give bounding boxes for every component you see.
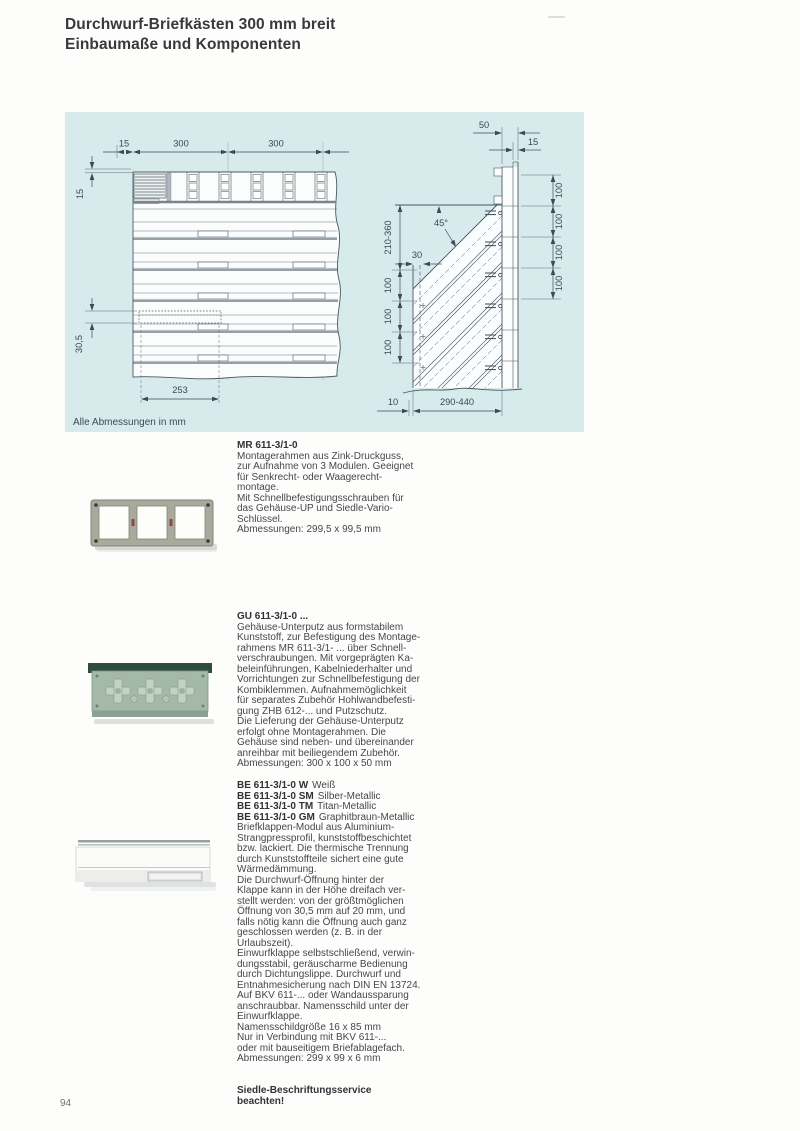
chute-area bbox=[413, 200, 502, 388]
product-line: montage. bbox=[237, 482, 279, 493]
product-line: Die Lieferung der Gehäuse-Unterputz bbox=[237, 716, 404, 727]
product-line: Briefklappen-Modul aus Aluminium- bbox=[237, 822, 395, 833]
front-left-15-dimension bbox=[75, 156, 133, 199]
dim-100-l1: 100 bbox=[383, 277, 393, 294]
product-line: Einwurfklappe. bbox=[237, 1011, 303, 1022]
product-line: Abmessungen: 299,5 x 99,5 mm bbox=[237, 524, 381, 535]
variant-finish: Silber-Metallic bbox=[317, 790, 381, 802]
section-bottom-dimensions bbox=[377, 390, 502, 416]
variant-finish: Weiß bbox=[312, 780, 336, 791]
product-line: oder mit bauseitigem Briefablagefach. bbox=[237, 1042, 405, 1054]
product-line: stellt werden: von der größtmöglichen bbox=[237, 895, 404, 907]
product-line: zur Aufnahme von 3 Modulen. Geeignet bbox=[237, 461, 414, 472]
product-code: BE 611-3/1-0 GM bbox=[237, 811, 315, 823]
dim-290-440: 290-440 bbox=[439, 397, 475, 407]
dim-30-5: 30,5 bbox=[74, 334, 84, 354]
dim-45: 45° bbox=[433, 218, 449, 228]
dim-15-left: 15 bbox=[75, 188, 85, 200]
dim-100-l2: 100 bbox=[383, 308, 393, 325]
product-line: bzw. lackiert. Die thermische Trennung bbox=[237, 843, 409, 854]
dim-30: 30 bbox=[411, 250, 423, 260]
dim-100-r2: 100 bbox=[554, 213, 564, 230]
product-line: anschraubbar. Namensschild unter der bbox=[237, 1000, 409, 1012]
labeling-service-note bbox=[237, 1085, 452, 1107]
product-line: Vorrichtungen zur Schnellbefestigung der bbox=[237, 674, 420, 685]
product-code: BE 611-3/1-0 TM bbox=[237, 801, 314, 812]
product-line: Namensschildgröße 16 x 85 mm bbox=[237, 1021, 381, 1033]
dim-100-r3: 100 bbox=[554, 244, 564, 261]
product-line: Urlaubszeit). bbox=[237, 937, 294, 949]
product-line: Strangpressprofil, kunststoffbeschichtet bbox=[237, 832, 412, 844]
product-line: Abmessungen: 299 x 99 x 6 mm bbox=[237, 1053, 381, 1064]
product-line: rahmens MR 611-3/1- ... über Schnell- bbox=[237, 642, 407, 654]
product-line: Klappe kann in der Höhe dreifach ver- bbox=[237, 885, 406, 896]
product-code: MR 611-3/1-0 bbox=[237, 440, 298, 451]
variant-finish: Graphitbraun-Metallic bbox=[318, 811, 415, 823]
page-title-line1: Durchwurf-Briefkästen 300 mm breit bbox=[65, 16, 336, 33]
product-code: GU 611-3/1-0 ... bbox=[237, 611, 309, 622]
product-line: Einwurfklappe selbstschließend, verwin- bbox=[237, 948, 415, 959]
product-line: falls nötig kann die Öffnung auch ganz bbox=[237, 916, 407, 928]
product-line: Kombiklemmen. Aufnahmemöglichkeit bbox=[237, 684, 407, 696]
product-line: für Senkrecht- oder Waagerecht- bbox=[237, 471, 383, 483]
product-line: Die Durchwurf-Öffnung hinter der bbox=[237, 874, 385, 886]
product-line: für separates Zubehör Hohlwandbefesti- bbox=[237, 695, 416, 706]
dim-100-r1: 100 bbox=[554, 182, 564, 199]
product-line: Gehäuse sind neben- und übereinander bbox=[237, 737, 414, 748]
product-line: Entnahmesicherung nach DIN EN 13724. bbox=[237, 979, 421, 991]
dim-50: 50 bbox=[478, 120, 490, 130]
dim-300-b: 300 bbox=[268, 138, 284, 149]
product-line: gung ZHB 612-... und Putzschutz. bbox=[237, 705, 388, 717]
product-line: Abmessungen: 300 x 100 x 50 mm bbox=[237, 758, 392, 769]
technical-drawing bbox=[65, 112, 584, 432]
product-line: verschraubungen. Mit vorgeprägten Ka- bbox=[237, 653, 414, 664]
product-section-mr bbox=[237, 441, 452, 536]
product-line: erfolgt ohne Montagerahmen. Die bbox=[237, 726, 386, 738]
product-line: Montagerahmen aus Zink-Druckguss, bbox=[237, 450, 404, 462]
product-section-be bbox=[237, 781, 452, 1065]
product-line: geschlossen werden (z. B. in der bbox=[237, 927, 383, 938]
dim-300-a: 300 bbox=[173, 138, 189, 149]
page-title-line2: Einbaumaße und Komponenten bbox=[65, 36, 301, 53]
product-line: durch Kunststoffteile sichert eine gute bbox=[237, 853, 404, 865]
dimensions-note: Alle Abmessungen in mm bbox=[73, 417, 186, 428]
product-line: anreihbar mit beiliegendem Zubehör. bbox=[237, 747, 400, 759]
product-line: dungsstabil, geräuscharme Bedienung bbox=[237, 958, 408, 970]
front-305-dimension bbox=[74, 298, 137, 353]
product-line: Auf BKV 611-... oder Wandaussparung bbox=[237, 990, 409, 1001]
print-mark bbox=[548, 16, 565, 18]
product-line: Mit Schnellbefestigungsschrauben für bbox=[237, 492, 404, 504]
product-line: durch Dichtungslippe. Durchwurf und bbox=[237, 969, 401, 980]
page-number: 94 bbox=[60, 1098, 72, 1109]
product-code: BE 611-3/1-0 SM bbox=[237, 790, 314, 802]
technical-drawing-panel bbox=[65, 112, 584, 432]
variant-finish: Titan-Metallic bbox=[317, 801, 377, 812]
product-line: Kunststoff, zur Befestigung des Montage- bbox=[237, 632, 421, 643]
dim-100-l3: 100 bbox=[383, 339, 393, 356]
labeling-service-line2: beachten! bbox=[237, 1096, 285, 1107]
dim-210-360: 210-360 bbox=[383, 220, 393, 255]
product-photo-flap-module bbox=[70, 834, 220, 896]
product-line: Gehäuse-Unterputz aus formstabilem bbox=[237, 621, 404, 633]
section-right-dimensions bbox=[521, 175, 564, 299]
product-line: Schlüssel. bbox=[237, 513, 283, 525]
page-title bbox=[65, 15, 335, 55]
dim-253: 253 bbox=[172, 385, 188, 395]
dim-15-top: 15 bbox=[118, 138, 130, 149]
dim-15-panel: 15 bbox=[527, 137, 539, 147]
section-angle-dimension bbox=[434, 206, 456, 247]
product-photo-housing bbox=[80, 655, 220, 730]
product-line: beleinführungen, Kabelniederhalter und bbox=[237, 663, 413, 675]
section-top-dimensions bbox=[473, 120, 541, 164]
product-section-gu bbox=[237, 612, 452, 770]
product-line: das Gehäuse-UP und Siedle-Vario- bbox=[237, 503, 393, 514]
dim-10: 10 bbox=[387, 397, 399, 407]
product-line: Wärmedämmung. bbox=[237, 864, 317, 875]
front-top-dimensions bbox=[103, 139, 349, 155]
product-line: Nur in Verbindung mit BKV 611-... bbox=[237, 1032, 387, 1043]
product-line: Öffnung von 30,5 mm auf 20 mm, und bbox=[237, 906, 406, 917]
section-30-dimension bbox=[395, 250, 442, 266]
product-code: BE 611-3/1-0 W bbox=[237, 780, 309, 791]
dim-100-r4: 100 bbox=[554, 275, 564, 292]
labeling-service-line1: Siedle-Beschriftungsservice bbox=[237, 1085, 372, 1096]
product-photo-mounting-frame bbox=[85, 486, 220, 558]
